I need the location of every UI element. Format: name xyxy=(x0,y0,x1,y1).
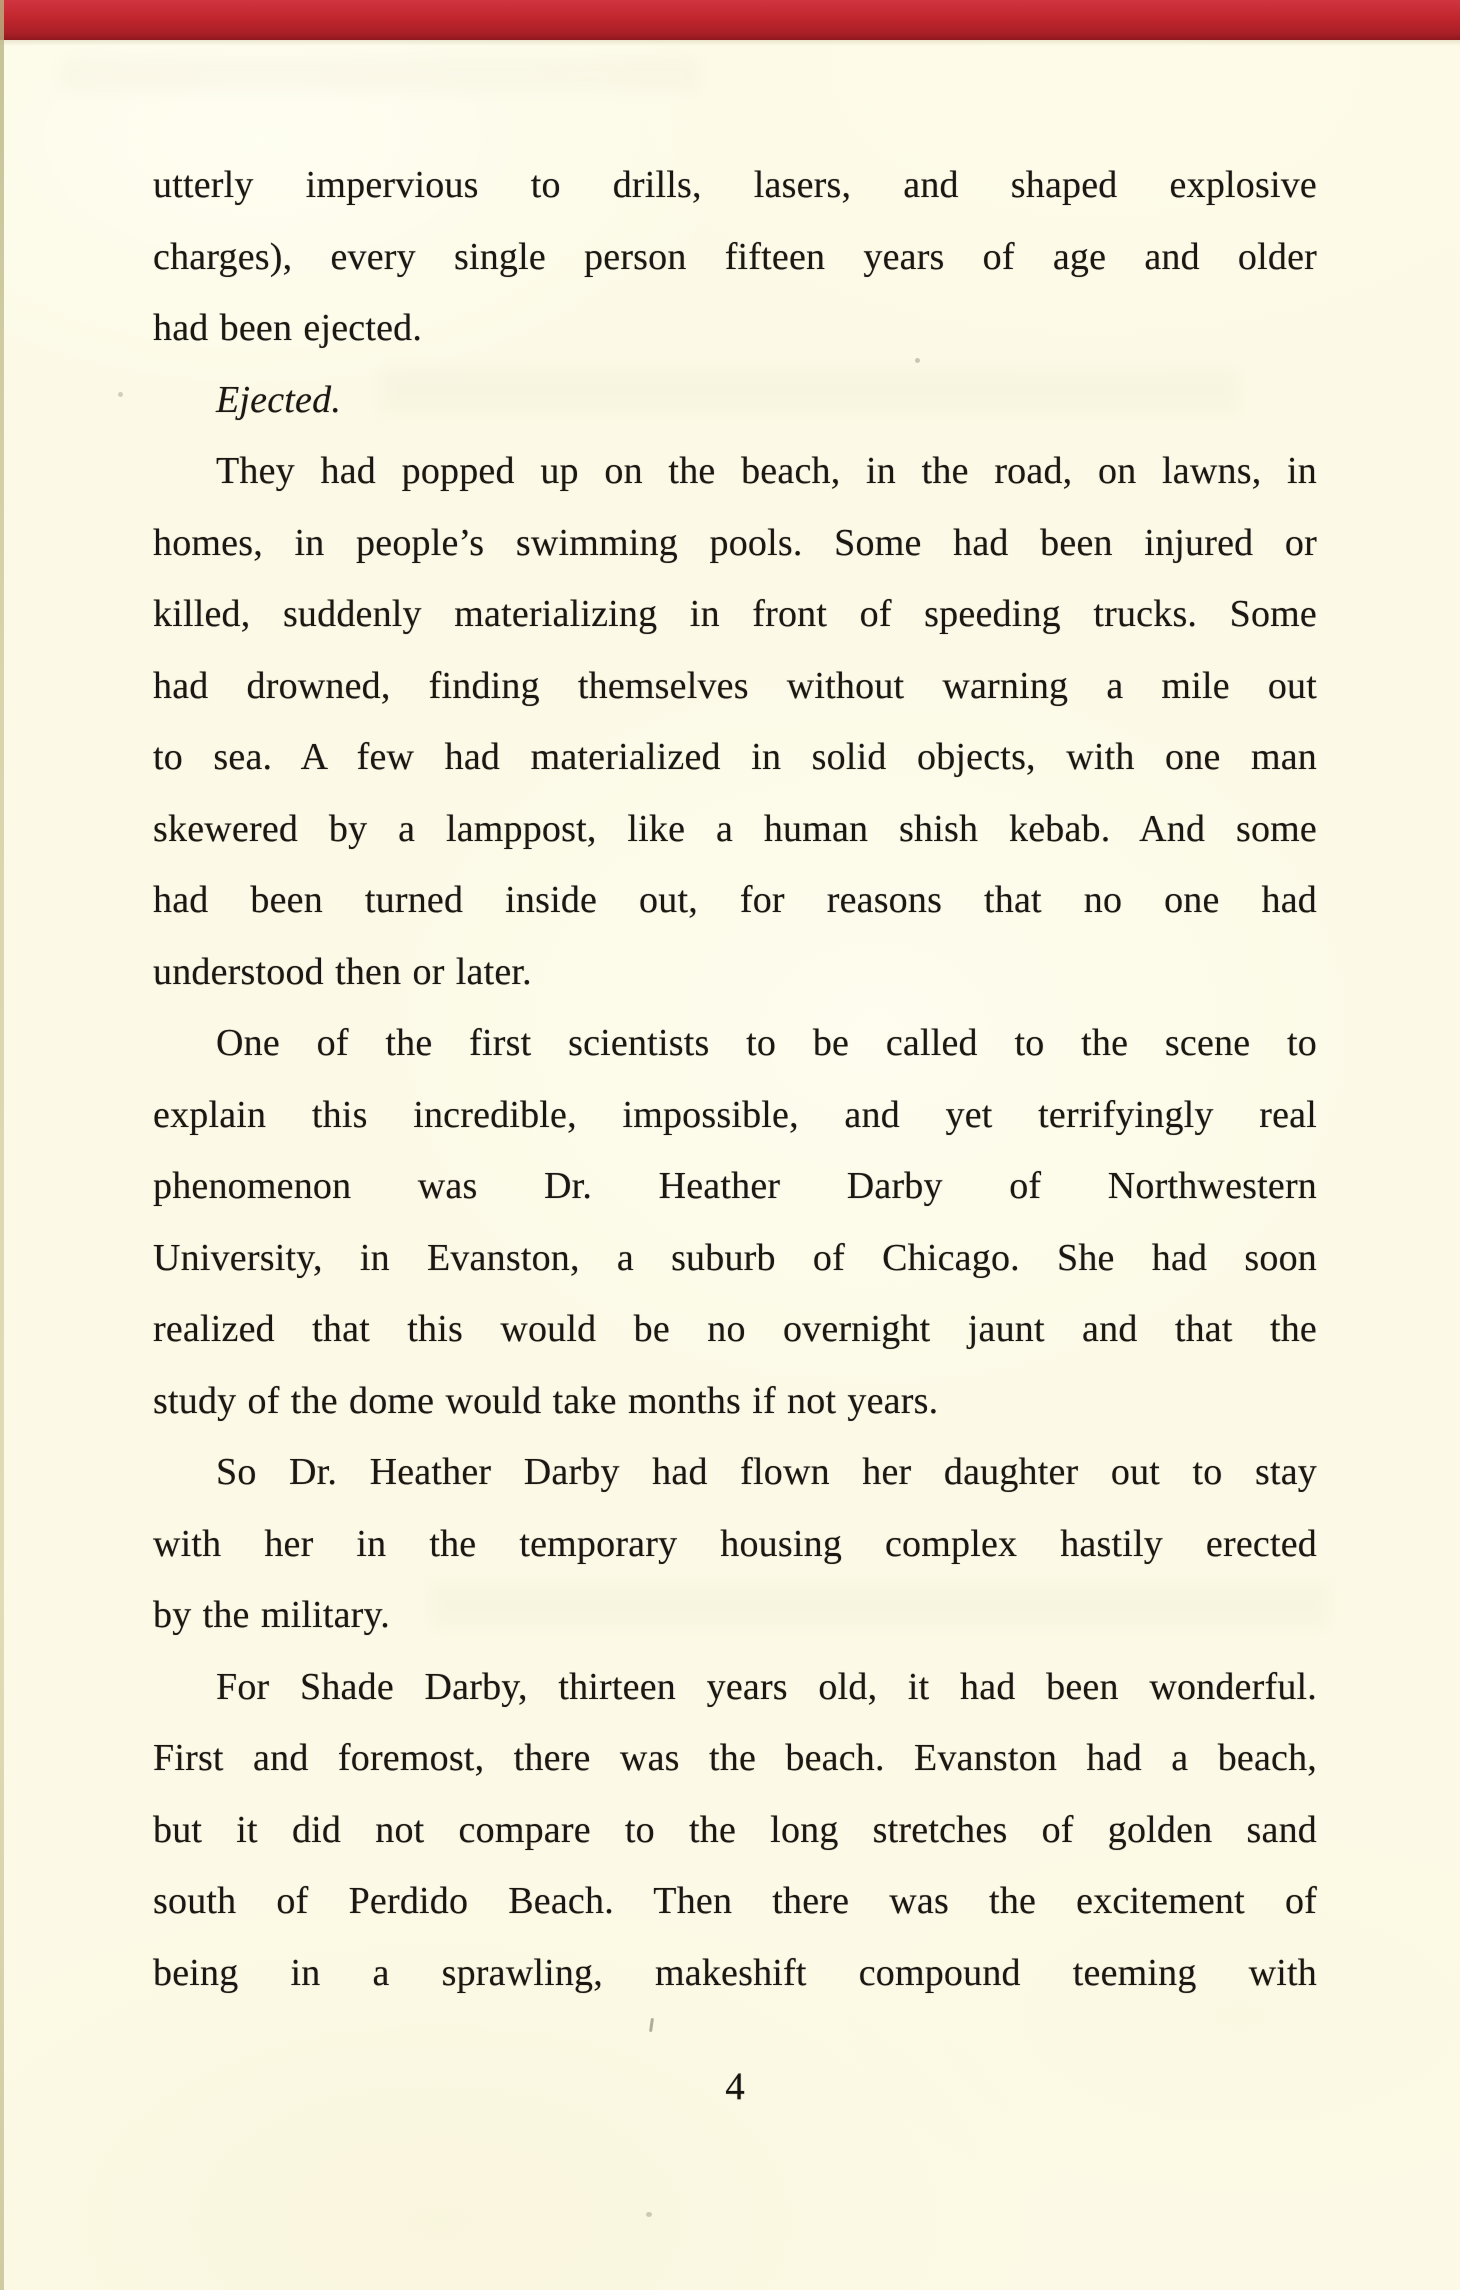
text-line: For Shade Darby, thirteen years old, it had been wonderful. xyxy=(216,1665,1317,1708)
text-line: had been turned inside out, for reasons that no one had xyxy=(153,879,1317,921)
page-number: 4 xyxy=(725,2065,745,2108)
text-line: University, in Evanston, a suburb of Chicago. She had soon xyxy=(153,1236,1317,1279)
page-left-edge xyxy=(0,0,4,2290)
stripe-shadow xyxy=(0,40,1460,46)
scan-speck xyxy=(915,358,920,363)
red-scan-edge-stripe xyxy=(0,0,1460,40)
text-line: Ejected. xyxy=(216,378,342,421)
text-line: had been ejected. xyxy=(153,307,423,349)
text-line: One of the first scientists to be called to the scene to xyxy=(216,1022,1317,1064)
text-line: phenomenon was Dr. Heather Darby of Northwestern xyxy=(153,1165,1317,1207)
text-line: So Dr. Heather Darby had flown her daughter out to stay xyxy=(216,1451,1317,1493)
text-line: explain this incredible, impossible, and yet terrifyingly real xyxy=(153,1093,1317,1136)
bleed-through-ghost xyxy=(60,58,700,92)
text-line: by the military. xyxy=(153,1594,390,1636)
text-line: but it did not compare to the long stretches of golden sand xyxy=(153,1808,1317,1851)
scan-speck xyxy=(118,392,123,397)
text-line: charges), every single person fifteen years of age and older xyxy=(153,235,1317,278)
scan-speck xyxy=(646,2212,652,2217)
text-line: First and foremost, there was the beach. Evanston had a beach, xyxy=(153,1737,1317,1779)
text-line: utterly impervious to drills, lasers, and shaped explosive xyxy=(153,164,1317,206)
text-line: to sea. A few had materialized in solid objects, with one man xyxy=(153,736,1317,778)
text-line: study of the dome would take months if not years. xyxy=(153,1379,939,1422)
text-line: killed, suddenly materializing in front of speeding trucks. Some xyxy=(153,593,1317,635)
text-line: had drowned, finding themselves without warning a mile out xyxy=(153,664,1317,707)
text-line: understood then or later. xyxy=(153,950,532,993)
text-line: realized that this would be no overnight jaunt and that the xyxy=(153,1308,1317,1350)
text-line: homes, in people’s swimming pools. Some had been injured or xyxy=(153,521,1317,564)
scan-tick-artifact xyxy=(649,2018,654,2032)
text-line: They had popped up on the beach, in the road, on lawns, in xyxy=(216,450,1317,492)
body-text-block xyxy=(153,150,1317,2009)
text-line: south of Perdido Beach. Then there was the excitement of xyxy=(153,1880,1317,1922)
text-line: being in a sprawling, makeshift compound teeming with xyxy=(153,1951,1317,1994)
text-line: skewered by a lamppost, like a human shish kebab. And some xyxy=(153,807,1317,850)
text-line: with her in the temporary housing complex hastily erected xyxy=(153,1522,1317,1565)
